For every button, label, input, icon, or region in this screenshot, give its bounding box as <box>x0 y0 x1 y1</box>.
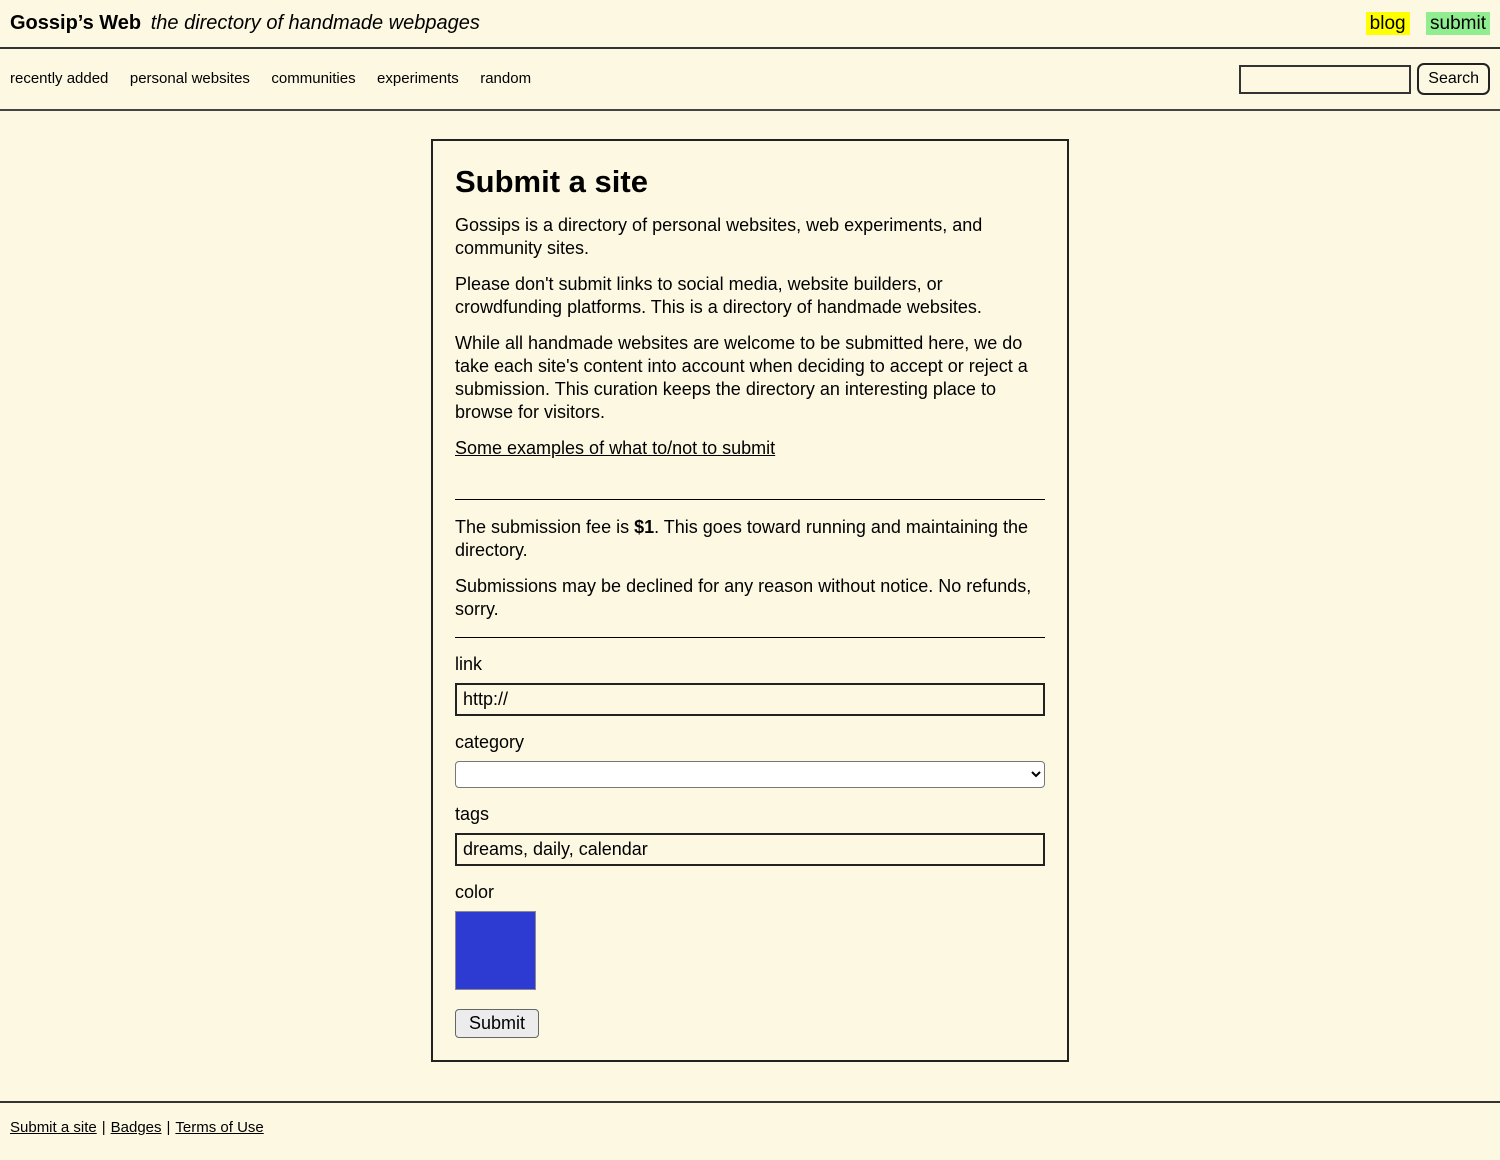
curation-paragraph: While all handmade websites are welcome to be submitted here, we do take each site's content into account when deciding to accept or reject a submission. This curation keeps the directory an interesting place to browse for visitors. <box>455 333 1028 423</box>
fee-prefix: The submission fee is <box>455 517 635 538</box>
nav-links <box>10 70 548 88</box>
main-nav <box>0 49 1500 111</box>
page-title: Submit a site <box>455 164 648 199</box>
divider-top <box>455 499 1045 500</box>
submit-link[interactable]: submit <box>1426 12 1490 35</box>
examples-paragraph <box>455 437 1045 460</box>
category-select[interactable] <box>455 761 1045 788</box>
nav-search <box>1239 63 1490 95</box>
footer-link-submit-a-site[interactable]: Submit a site <box>10 1119 97 1136</box>
site-title-text: Gossip’s Web <box>10 12 142 34</box>
link-input[interactable] <box>455 683 1045 716</box>
submit-button[interactable]: Submit <box>455 1009 539 1038</box>
color-label: color <box>455 882 495 903</box>
link-field <box>455 654 1045 716</box>
color-field <box>455 882 1045 990</box>
site-title <box>10 12 480 35</box>
refund-note-paragraph: Submissions may be declined for any reason without notice. No refunds, sorry. <box>455 576 1032 620</box>
blog-link[interactable]: blog <box>1366 12 1410 35</box>
footer-separator: | <box>166 1119 171 1136</box>
header-links <box>1354 13 1490 35</box>
submit-form <box>455 654 1045 1038</box>
fee-paragraph <box>455 516 1045 562</box>
tags-input[interactable] <box>455 833 1045 866</box>
footer-separator: | <box>101 1119 106 1136</box>
category-field <box>455 732 1045 788</box>
footer-link-terms-of-use[interactable]: Terms of Use <box>175 1119 264 1136</box>
color-picker-swatch[interactable] <box>455 911 536 990</box>
tags-field <box>455 804 1045 866</box>
category-label: category <box>455 732 525 753</box>
examples-link[interactable]: Some examples of what to/not to submit <box>455 438 776 459</box>
nav-item-personal-websites[interactable]: personal websites <box>129 70 250 87</box>
divider-bottom <box>455 637 1045 638</box>
submit-panel <box>431 139 1069 1062</box>
site-header <box>0 0 1500 49</box>
intro-paragraph: Gossips is a directory of personal websites, web experiments, and community sites. <box>455 215 983 259</box>
main-content <box>0 111 1500 1101</box>
nav-item-recently-added[interactable]: recently added <box>10 70 109 87</box>
tags-label: tags <box>455 804 490 825</box>
site-subtitle: the directory of handmade webpages <box>150 12 480 34</box>
link-label: link <box>455 654 483 675</box>
footer-link-badges[interactable]: Badges <box>110 1119 162 1136</box>
nav-item-communities[interactable]: communities <box>271 70 356 87</box>
fee-amount: $1 <box>634 517 655 538</box>
nav-item-random[interactable]: random <box>480 70 532 87</box>
rules-paragraph: Please don't submit links to social media, website builders, or crowdfunding platforms. This is a directory of handmade websites. <box>455 274 982 318</box>
search-input[interactable] <box>1239 65 1411 94</box>
fee-suffix: . This goes toward running and maintaining the directory. <box>455 517 1029 561</box>
site-footer <box>0 1101 1500 1160</box>
search-button[interactable]: Search <box>1417 63 1490 95</box>
nav-item-experiments[interactable]: experiments <box>377 70 459 87</box>
